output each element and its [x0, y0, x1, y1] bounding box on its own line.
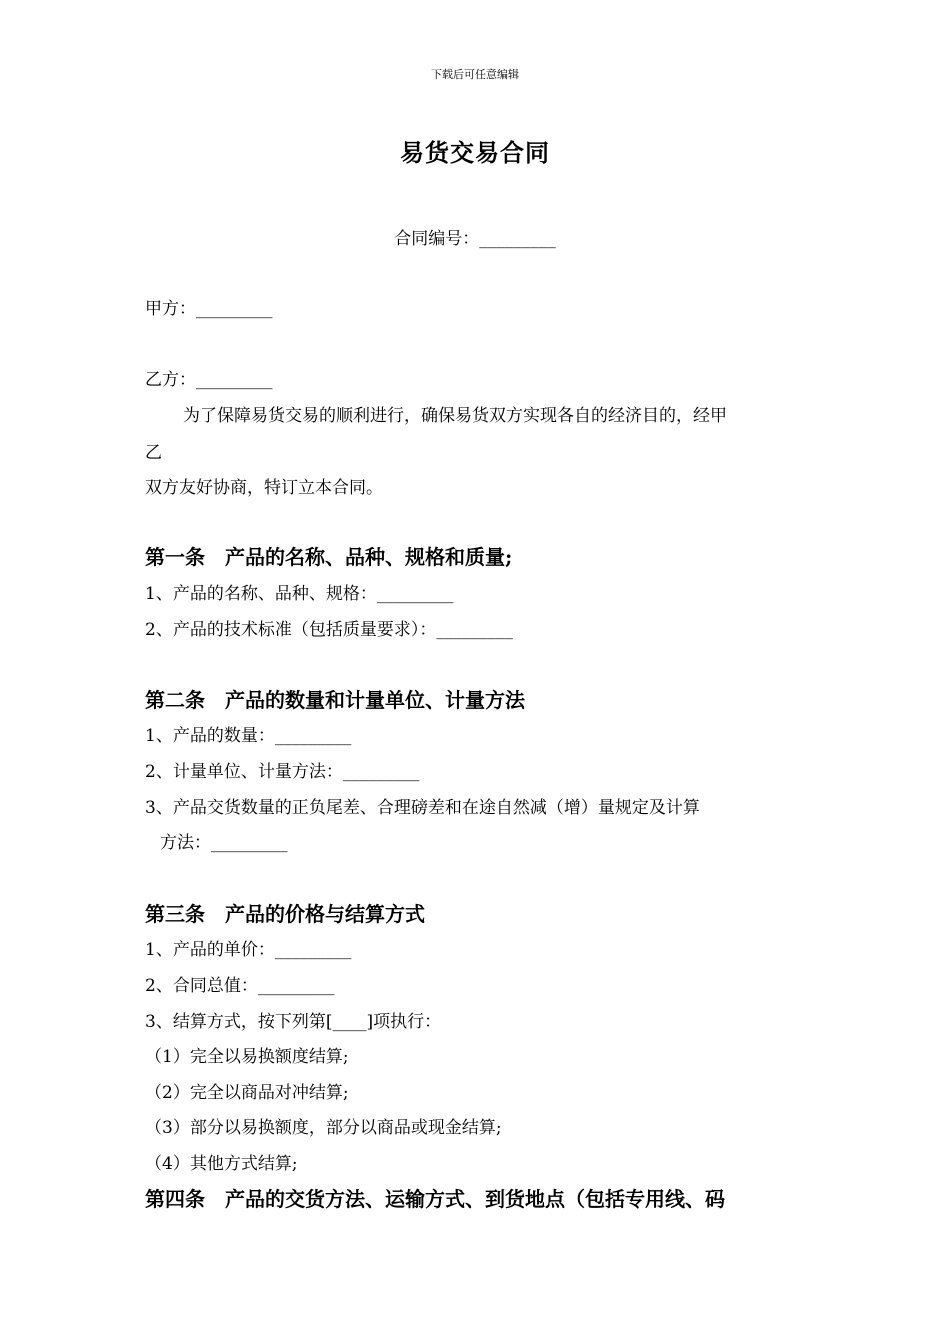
article-2-item: 1、产品的数量：_________ — [145, 726, 352, 746]
article-3-item: 3、结算方式，按下列第[____]项执行： — [145, 1012, 442, 1032]
article-2-item: 2、计量单位、计量方法：_________ — [145, 762, 420, 782]
article-1-item: 2、产品的技术标准（包括质量要求）：_________ — [145, 620, 513, 640]
article-3-option: （4）其他方式结算; — [145, 1154, 298, 1174]
contract-title: 易货交易合同 — [400, 138, 550, 167]
intro-line-1: 为了保障易货交易的顺利进行，确保易货双方实现各自的经济目的，经甲 — [183, 406, 727, 426]
article-2-item-continuation: 方法：_________ — [160, 833, 288, 853]
intro-line-3: 双方友好协商，特订立本合同。 — [145, 478, 383, 498]
party-a: 甲方：_________ — [145, 299, 273, 319]
intro-line-2: 乙 — [145, 443, 162, 463]
article-2-heading: 第二条 产品的数量和计量单位、计量方法 — [145, 688, 525, 712]
article-3-option: （2）完全以商品对冲结算; — [145, 1083, 349, 1103]
article-3-option: （1）完全以易换额度结算; — [145, 1047, 349, 1067]
party-b: 乙方：_________ — [145, 370, 273, 390]
article-3-item: 1、产品的单价：_________ — [145, 940, 352, 960]
article-2-item: 3、产品交货数量的正负尾差、合理磅差和在途自然减（增）量规定及计算 — [145, 798, 700, 818]
article-3-heading: 第三条 产品的价格与结算方式 — [145, 902, 425, 926]
article-1-item: 1、产品的名称、品种、规格：_________ — [145, 584, 454, 604]
article-1-heading: 第一条 产品的名称、品种、规格和质量; — [145, 545, 513, 569]
contract-number: 合同编号：_________ — [394, 229, 556, 249]
article-3-item: 2、合同总值：_________ — [145, 976, 335, 996]
article-4-heading: 第四条 产品的交货方法、运输方式、到货地点（包括专用线、码 — [145, 1187, 725, 1211]
article-3-option: （3）部分以易换额度，部分以商品或现金结算; — [145, 1118, 502, 1138]
header-note: 下载后可任意编辑 — [431, 68, 519, 81]
